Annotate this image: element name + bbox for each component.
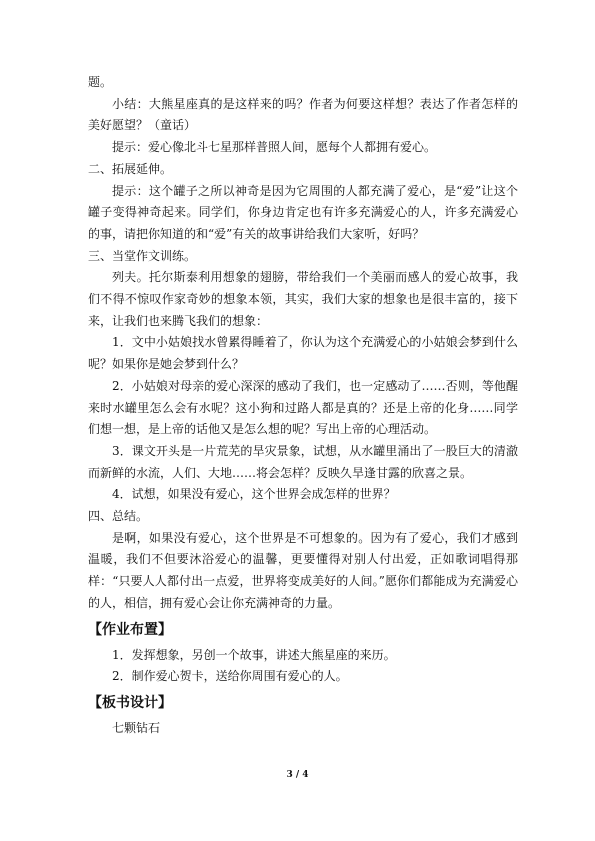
writing-item-2: 2．小姑娘对母亲的爱心深深的感动了我们，也一定感动了……否则，等他醒来时水罐里怎么会有水呢？这小狗和过路人都是真的？还是上帝的化身……同学们想一想，是上帝的话他又是怎么想的呢？写出上帝的心理活动。 xyxy=(88,378,518,437)
paragraph-summary: 小结：大熊星座真的是这样来的吗？作者为何要这样想？表达了作者怎样的美好愿望？（童话） xyxy=(88,96,518,133)
writing-item-1: 1．文中小姑娘找水曾累得睡着了，你认为这个充满爱心的小姑娘会梦到什么呢？如果你是她会梦到什么？ xyxy=(88,335,518,372)
homework-item-2: 2．制作爱心贺卡，送给你周围有爱心的人。 xyxy=(112,669,348,684)
homework-item-1: 1．发挥想象，另创一个故事，讲述大熊星座的来历。 xyxy=(112,647,396,662)
writing-item-4: 4．试想，如果没有爱心，这个世界会成怎样的世界？ xyxy=(112,487,396,502)
board-design-title: 七颗钻石 xyxy=(112,720,161,735)
heading-homework: 【作业布置】 xyxy=(88,621,172,638)
document-body xyxy=(88,72,518,740)
section-heading-writing: 三、当堂作文训练。 xyxy=(88,248,197,263)
paragraph-conclusion: 是啊，如果没有爱心，这个世界是不可想象的。因为有了爱心，我们才感到温暖，我们不但要沐浴爱心的温馨，更要懂得对别人付出爱，正如歌词唱得那样：“只要人人都付出一点爱，世界将变成美好的人间。”愿你们都能成为充满爱心的人，相信，拥有爱心会让你充满神奇的力量。 xyxy=(88,530,518,610)
paragraph-continuation: 题。 xyxy=(88,75,113,89)
section-heading-extension: 二、拓展延伸。 xyxy=(88,161,173,176)
heading-board-design: 【板书设计】 xyxy=(88,694,172,711)
page-number: 3 / 4 xyxy=(286,770,309,780)
paragraph-tolstoy: 列夫。托尔斯泰利用想象的翅膀，带给我们一个美丽而感人的爱心故事，我们不得不惊叹作家奇妙的想象本领，其实，我们大家的想象也是很丰富的，接下来，让我们也来腾飞我们的想象： xyxy=(88,270,518,328)
writing-item-3: 3．课文开头是一片荒芜的旱灾景象，试想，从水罐里涌出了一股巨大的清澈而新鲜的水流，人们、大地……将会怎样？反映久旱逢甘露的欣喜之景。 xyxy=(88,443,518,480)
paragraph-hint-2: 提示：这个罐子之所以神奇是因为它周围的人都充满了爱心，是“爱”让这个罐子变得神奇起来。同学们，你身边肯定也有许多充满爱心的人，许多充满爱心的事，请把你知道的和“爱”有关的故事讲给我们大家听，好吗？ xyxy=(88,183,518,241)
section-heading-summary: 四、总结。 xyxy=(88,509,149,524)
paragraph-hint-1: 提示：爱心像北斗七星那样普照人间，愿每个人都拥有爱心。 xyxy=(112,140,437,155)
